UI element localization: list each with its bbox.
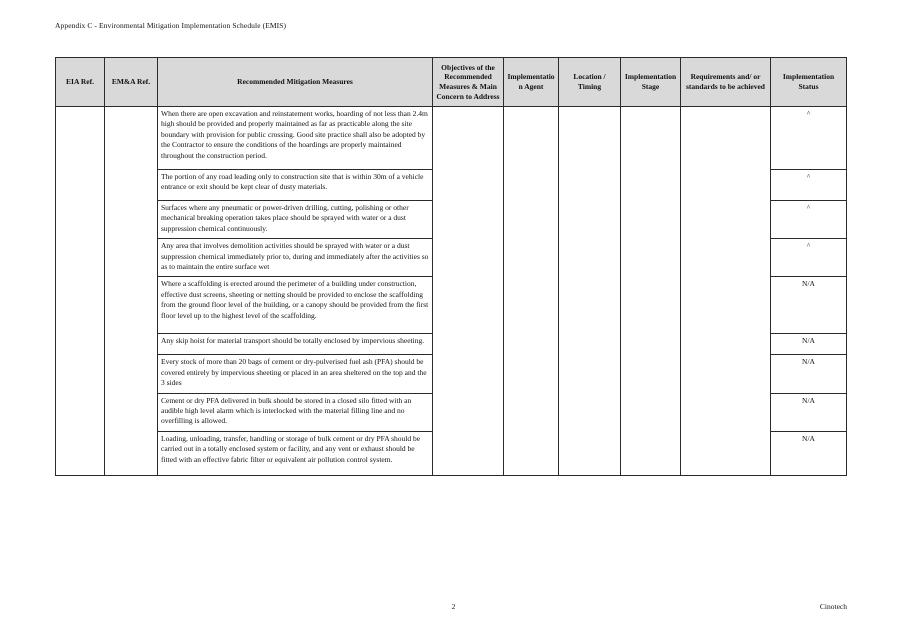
table-header-row <box>56 58 847 107</box>
measure-cell: The portion of any road leading only to construction site that is within 30m of a vehicle entrance or exit should be kept clear of dusty materials. <box>158 170 433 201</box>
emis-table <box>55 57 847 476</box>
col-header-implementation-agent: Implementation Agent <box>504 58 559 107</box>
col-header-implementation-stage: Implementation Stage <box>621 58 681 107</box>
col-header-measures: Recommended Mitigation Measures <box>158 58 433 107</box>
measure-cell: Any area that involves demolition activities should be sprayed with water or a dust suppression chemical immediately prior to, during and immediately after the activities so as to maintain the entire surface wet <box>158 239 433 277</box>
status-cell: ^ <box>771 201 847 239</box>
objectives-cell <box>433 107 504 476</box>
measure-cell: Where a scaffolding is erected around the perimeter of a building under construction, effective dust screens, sheeting or netting should be provided to enclose the scaffolding from the ground floor level of the building, or a canopy should be provided from the first floor level up to the highest level of the scaffolding. <box>158 277 433 334</box>
status-cell: N/A <box>771 393 847 431</box>
col-header-implementation-status: Implementation Status <box>771 58 847 107</box>
status-cell: N/A <box>771 334 847 355</box>
requirements-cell <box>681 107 771 476</box>
status-cell: ^ <box>771 107 847 170</box>
implementation-stage-cell <box>621 107 681 476</box>
document-header-title: Appendix C - Environmental Mitigation Implementation Schedule (EMIS) <box>55 21 287 30</box>
status-cell: N/A <box>771 431 847 475</box>
measure-cell: When there are open excavation and reinstatement works, hoarding of not less than 2.4m high should be provided and properly maintained as far as practicable along the site boundary with provision for public crossing. Good site practice shall also be adopted by the Contractor to ensure the conditions of the hoardings are properly maintained throughout the construction period. <box>158 107 433 170</box>
measure-cell: Loading, unloading, transfer, handling or storage of bulk cement or dry PFA should be carried out in a totally enclosed system or facility, and any vent or exhaust should be fitted with an effective fabric filter or equivalent air pollution control system. <box>158 431 433 475</box>
status-cell: N/A <box>771 277 847 334</box>
company-footer-mark: Cinotech <box>819 602 847 611</box>
ema-ref-cell <box>105 107 158 476</box>
page-number: 2 <box>451 602 456 611</box>
status-cell: ^ <box>771 239 847 277</box>
measure-cell: Cement or dry PFA delivered in bulk should be stored in a closed silo fitted with an audible high level alarm which is interlocked with the material filling line and no overfilling is allowed. <box>158 393 433 431</box>
measure-cell: Surfaces where any pneumatic or power-driven drilling, cutting, polishing or other mechanical breaking operation takes place should be sprayed with water or a dust suppression chemical continuously. <box>158 201 433 239</box>
status-cell: N/A <box>771 355 847 393</box>
implementation-agent-cell <box>504 107 559 476</box>
col-header-requirements: Requirements and/ or standards to be achieved <box>681 58 771 107</box>
col-header-eia-ref: EIA Ref. <box>56 58 105 107</box>
location-timing-cell <box>559 107 621 476</box>
eia-ref-cell <box>56 107 105 476</box>
col-header-location-timing: Location / Timing <box>559 58 621 107</box>
measure-cell: Any skip hoist for material transport should be totally enclosed by impervious sheeting. <box>158 334 433 355</box>
table-row <box>56 107 847 170</box>
col-header-ema-ref: EM&A Ref. <box>105 58 158 107</box>
status-cell: ^ <box>771 170 847 201</box>
measure-cell: Every stock of more than 20 bags of cement or dry-pulverised fuel ash (PFA) should be covered entirely by impervious sheeting or placed in an area sheltered on the top and the 3 sides <box>158 355 433 393</box>
col-header-objectives: Objectives of the Recommended Measures & Main Concern to Address <box>433 58 504 107</box>
